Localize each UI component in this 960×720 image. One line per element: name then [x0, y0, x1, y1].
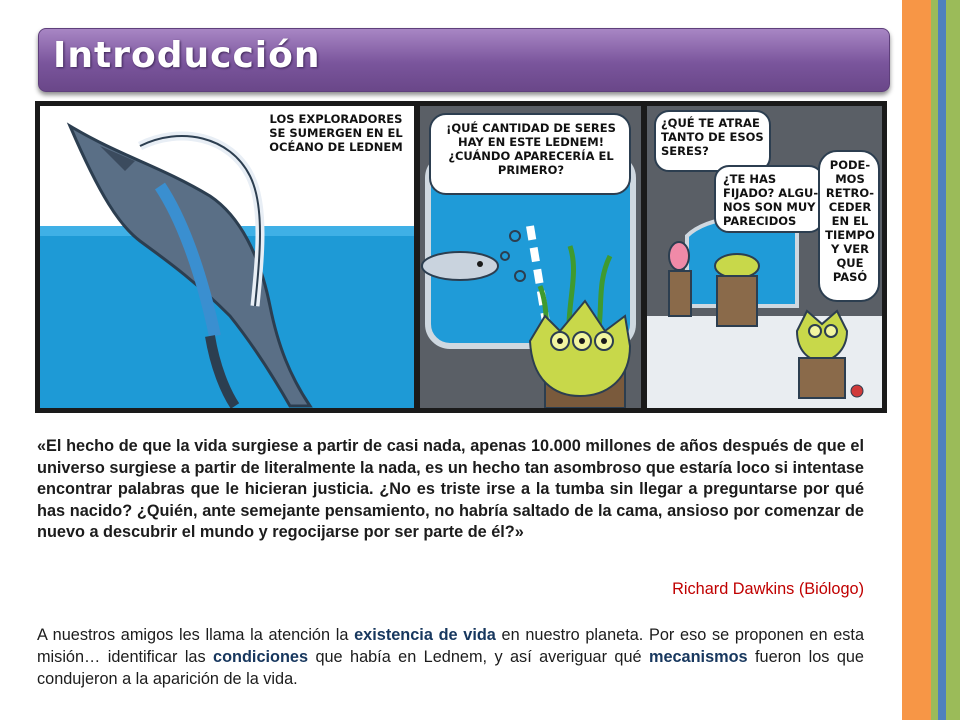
mission-paragraph	[37, 624, 864, 690]
panel-3-speech-bubble-3: PODE-MOS RETRO-CEDER EN EL TIEMPO Y VER QUE PASÓ	[825, 158, 875, 284]
comic-strip	[35, 101, 887, 413]
panel-2-speech-bubble: ¡QUÉ CANTIDAD DE SERES HAY EN ESTE LEDNEM! ¿CUÁNDO APARECERÍA EL PRIMERO?	[446, 121, 616, 177]
comic-panel-2	[420, 106, 641, 408]
comic-panel-3	[647, 106, 882, 408]
body-text-4: fueron los que condujeron a la aparición de la vida.	[37, 648, 864, 688]
panel-3-speech-bubble-2: ¿TE HAS FIJADO? ALGU-NOS SON MUY PARECIDOS	[723, 172, 819, 228]
stripe-green-2	[946, 0, 960, 720]
highlight-condiciones: condiciones	[213, 648, 309, 666]
body-text-2: en nuestro planeta. Por eso se proponen en esta misión… identificar las	[37, 626, 864, 666]
comic-panel-1	[40, 106, 414, 408]
highlight-existencia-de-vida: existencia de vida	[354, 626, 496, 644]
body-text-1: A nuestros amigos les llama la atención la	[37, 626, 355, 644]
panel-1-caption: LOS EXPLORADORES SE SUMERGEN EN EL OCÉANO DE LEDNEM	[269, 112, 403, 154]
stripe-orange	[902, 0, 931, 720]
highlight-mecanismos: mecanismos	[648, 648, 748, 666]
dawkins-quote: «El hecho de que la vida surgiese a partir de casi nada, apenas 10.000 millones de años después de que el universo surgiese a partir de literalmente la nada, es un hecho tan asombroso que estaría loco si intentase encontrar palabras que le hicieran justicia. ¿No es triste irse a la tumba sin llegar a preguntarse por qué has nacido? ¿Quién, ante semejante pensamiento, no habría saltado de la cama, ansioso por comenzar de nuevo a descubrir el mundo y regocijarse por ser parte de él?»	[37, 437, 864, 541]
stripe-green	[931, 0, 938, 720]
body-text-3: que había en Lednem, y así averiguar qué	[308, 648, 649, 666]
page-title: Introducción	[53, 35, 321, 76]
title-bar	[38, 28, 890, 92]
quote-author: Richard Dawkins (Biólogo)	[672, 580, 864, 598]
stripe-blue	[938, 0, 946, 720]
panel-3-speech-bubble-1: ¿QUÉ TE ATRAE TANTO DE ESOS SERES?	[661, 116, 764, 158]
